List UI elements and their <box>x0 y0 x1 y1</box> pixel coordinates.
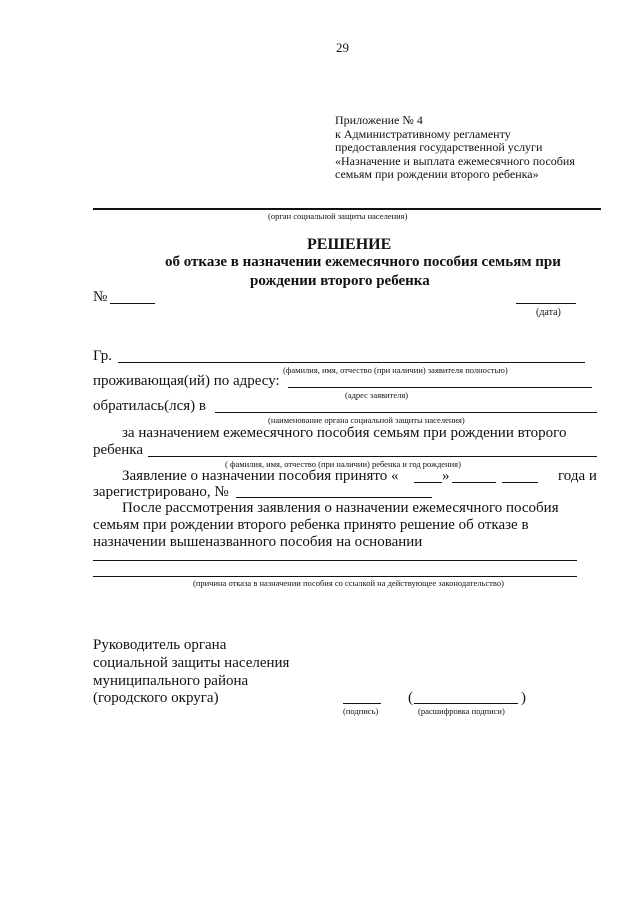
date-field[interactable] <box>516 303 576 304</box>
signature-decode-field[interactable] <box>414 703 518 704</box>
decode-caption: (расшифровка подписи) <box>418 706 505 716</box>
page-number: 29 <box>336 40 349 55</box>
accepted-month-field[interactable] <box>452 482 496 483</box>
accepted-year-field[interactable] <box>502 482 538 483</box>
applied-org-field[interactable] <box>215 412 597 413</box>
decision-line-3: назначении вышеназванного пособия на основании <box>93 534 423 550</box>
registered-label: зарегистрировано, № <box>93 484 229 500</box>
appendix-line-4: «Назначение и выплата ежемесячного пособия <box>335 153 575 168</box>
address-caption: (адрес заявителя) <box>345 390 409 400</box>
appendix-line-5: семьям при рождении второго ребенка» <box>335 167 539 181</box>
appendix-line-2: к Административному регламенту <box>335 126 511 141</box>
signature-line-3: муниципального района <box>93 673 249 689</box>
document-subtitle-line-1: об отказе в назначении ежемесячного пособия семьям при <box>165 254 561 270</box>
reason-field-1[interactable] <box>93 560 577 561</box>
signature-line-2: социальной защиты населения <box>93 655 290 671</box>
org-caption: (орган социальной защиты населения) <box>268 211 408 221</box>
applied-caption: (наименование органа социальной защиты населения) <box>268 415 465 425</box>
applicant-name-field[interactable] <box>118 362 585 363</box>
document-subtitle-line-2: рождении второго ребенка <box>250 273 430 289</box>
applied-label: обратилась(лся) в <box>93 398 206 414</box>
number-label: № <box>93 289 108 305</box>
accepted-year-label: года и <box>558 468 597 484</box>
signature-line-4: (городского округа) <box>93 690 219 706</box>
decision-line-2: семьям при рождении второго ребенка принято решение об отказе в <box>93 517 529 533</box>
gr-label: Гр. <box>93 348 112 364</box>
signature-caption: (подпись) <box>343 706 379 716</box>
accepted-text: Заявление о назначении пособия принято « <box>122 468 399 484</box>
signature-field[interactable] <box>343 703 381 704</box>
accepted-quote-close: » <box>442 468 450 484</box>
address-field[interactable] <box>288 387 592 388</box>
org-line <box>93 208 601 210</box>
child-field[interactable] <box>148 456 597 457</box>
decode-paren-close: ) <box>521 690 526 706</box>
purpose-line-2: ребенка <box>93 442 143 458</box>
appendix-block <box>335 114 575 182</box>
gr-caption: (фамилия, имя, отчество (при наличии) заявителя полностью) <box>283 365 508 375</box>
reason-caption: (причина отказа в назначении пособия со ссылкой на действующее законодательство) <box>193 578 504 588</box>
document-title: РЕШЕНИЕ <box>307 236 392 253</box>
appendix-line-1: Приложение № 4 <box>335 113 423 127</box>
appendix-line-3: предоставления государственной услуги <box>335 140 543 154</box>
decision-line-1: После рассмотрения заявления о назначении ежемесячного пособия <box>122 500 559 516</box>
address-label: проживающая(ий) по адресу: <box>93 373 280 389</box>
decode-paren-open: ( <box>408 690 413 706</box>
accepted-day-field[interactable] <box>414 482 442 483</box>
purpose-line-1: за назначением ежемесячного пособия семьям при рождении второго <box>122 425 567 441</box>
signature-line-1: Руководитель органа <box>93 637 227 653</box>
number-field[interactable] <box>110 303 155 304</box>
date-caption: (дата) <box>536 307 561 318</box>
reason-field-2[interactable] <box>93 576 577 577</box>
registered-number-field[interactable] <box>236 497 432 498</box>
child-caption: ( фамилия, имя, отчество (при наличии) ребенка и год рождения) <box>225 459 461 469</box>
